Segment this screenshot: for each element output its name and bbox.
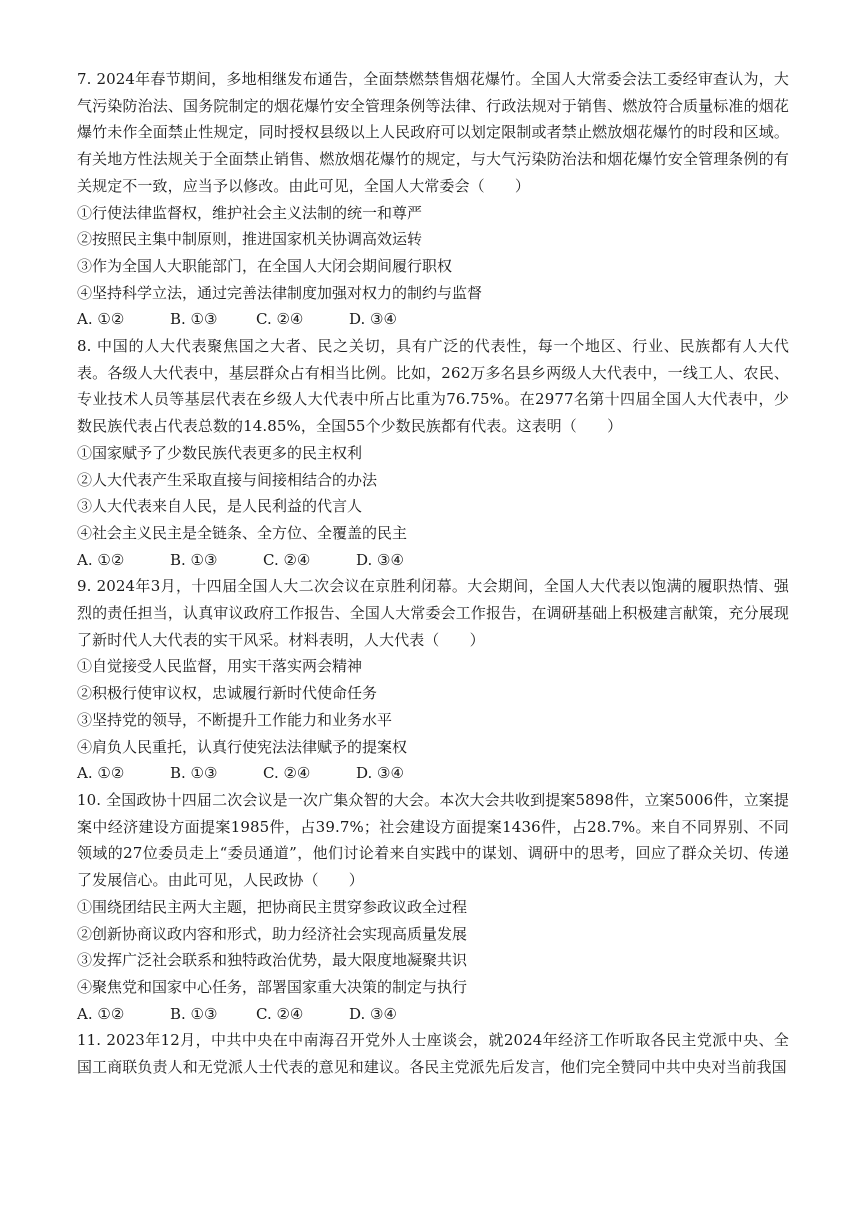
choice-c[interactable]: C. ②④ <box>263 764 311 783</box>
choice-d[interactable]: D. ③④ <box>356 764 404 783</box>
option-1: ①行使法律监督权，维护社会主义法制的统一和尊严 <box>77 203 423 222</box>
choice-c[interactable]: C. ②④ <box>256 1004 304 1023</box>
question-10 <box>77 787 789 1027</box>
choice-a[interactable]: A. ①② <box>77 550 125 569</box>
answer-choices <box>77 760 789 787</box>
question-stem: 9. 2024年3月，十四届全国人大二次会议在京胜利闭幕。大会期间，全国人大代表以饱满的履职热情、强烈的责任担当，认真审议政府工作报告、全国人大常委会工作报告，在调研基础上积极建言献策，充分展现了新时代人大代表的实干风采。材料表明，人大代表（ ） <box>77 577 789 649</box>
answer-choices <box>77 1001 789 1028</box>
option-2: ②按照民主集中制原则，推进国家机关协调高效运转 <box>77 230 423 249</box>
question-stem: 10. 全国政协十四届二次会议是一次广集众智的大会。本次大会共收到提案5898件，立案5006件，立案提案中经济建设方面提案1985件，占39.7%；社会建设方面提案1436件，占28.7%。来自不同界别、不同领域的27位委员走上“委员通道”，他们讨论着来自实践中的谋划、调研中的思考，回应了群众关切、传递了发展信心。由此可见，人民政协（ ） <box>77 790 789 890</box>
question-stem: 8. 中国的人大代表聚焦国之大者、民之关切，具有广泛的代表性，每一个地区、行业、民族都有人大代表。各级人大代表中，基层群众占有相当比例。比如，262万多名县乡两级人大代表中，一线工人、农民、专业技术人员等基层代表在乡级人大代表中所占比重为76.75%。在2977名第十四届全国人大代表中，少数民族代表占代表总数的14.85%，全国55个少数民族都有代表。这表明（ ） <box>77 337 789 436</box>
choice-c[interactable]: C. ②④ <box>256 310 304 329</box>
choice-d[interactable]: D. ③④ <box>349 1004 397 1023</box>
option-3: ③发挥广泛社会联系和独特政治优势，最大限度地凝聚共识 <box>77 951 468 970</box>
choice-a[interactable]: A. ①② <box>77 764 125 783</box>
choice-b[interactable]: B. ①③ <box>170 550 218 569</box>
question-stem: 7. 2024年春节期间，多地相继发布通告，全面禁燃禁售烟花爆竹。全国人大常委会法工委经审查认为，大气污染防治法、国务院制定的烟花爆竹安全管理条例等法律、行政法规对于销售、燃放符合质量标准的烟花爆竹未作全面禁止性规定，同时授权县级以上人民政府可以划定限制或者禁止燃放烟花爆竹的时段和区域。有关地方性法规关于全面禁止销售、燃放烟花爆竹的规定，与大气污染防治法和烟花爆竹安全管理条例的有关规定不一致，应当予以修改。由此可见，全国人大常委会（ ） <box>77 70 789 195</box>
option-3: ③作为全国人大职能部门，在全国人大闭会期间履行职权 <box>77 256 453 275</box>
question-9 <box>77 573 789 787</box>
answer-choices <box>77 306 789 333</box>
choice-a[interactable]: A. ①② <box>77 1004 125 1023</box>
choice-b[interactable]: B. ①③ <box>170 764 218 783</box>
question-11 <box>77 1027 789 1080</box>
option-4: ④坚持科学立法，通过完善法律制度加强对权力的制约与监督 <box>77 283 483 302</box>
option-1: ①围绕团结民主两大主题，把协商民主贯穿参政议政全过程 <box>77 897 468 916</box>
choice-d[interactable]: D. ③④ <box>349 310 397 329</box>
option-4: ④社会主义民主是全链条、全方位、全覆盖的民主 <box>77 523 408 542</box>
option-3: ③坚持党的领导，不断提升工作能力和业务水平 <box>77 710 393 729</box>
option-4: ④聚焦党和国家中心任务，部署国家重大决策的制定与执行 <box>77 977 468 996</box>
option-1: ①自觉接受人民监督，用实干落实两会精神 <box>77 657 363 676</box>
answer-choices <box>77 547 789 574</box>
option-1: ①国家赋予了少数民族代表更多的民主权利 <box>77 443 363 462</box>
choice-b[interactable]: B. ①③ <box>170 310 218 329</box>
choice-a[interactable]: A. ①② <box>77 310 125 329</box>
choice-d[interactable]: D. ③④ <box>356 550 404 569</box>
question-8 <box>77 333 789 573</box>
option-2: ②创新协商议政内容和形式，助力经济社会实现高质量发展 <box>77 924 468 943</box>
exam-page <box>77 66 789 1081</box>
choice-b[interactable]: B. ①③ <box>170 1004 218 1023</box>
choice-c[interactable]: C. ②④ <box>263 550 311 569</box>
question-stem: 11. 2023年12月，中共中央在中南海召开党外人士座谈会，就2024年经济工作听取各民主党派中央、全国工商联负责人和无党派人士代表的意见和建议。各民主党派先后发言，他们完全赞同中共中央对当前我国 <box>77 1031 789 1077</box>
option-2: ②人大代表产生采取直接与间接相结合的办法 <box>77 470 378 489</box>
option-2: ②积极行使审议权，忠诚履行新时代使命任务 <box>77 684 378 703</box>
question-7 <box>77 66 789 333</box>
option-3: ③人大代表来自人民，是人民利益的代言人 <box>77 497 363 516</box>
option-4: ④肩负人民重托，认真行使宪法法律赋予的提案权 <box>77 737 408 756</box>
